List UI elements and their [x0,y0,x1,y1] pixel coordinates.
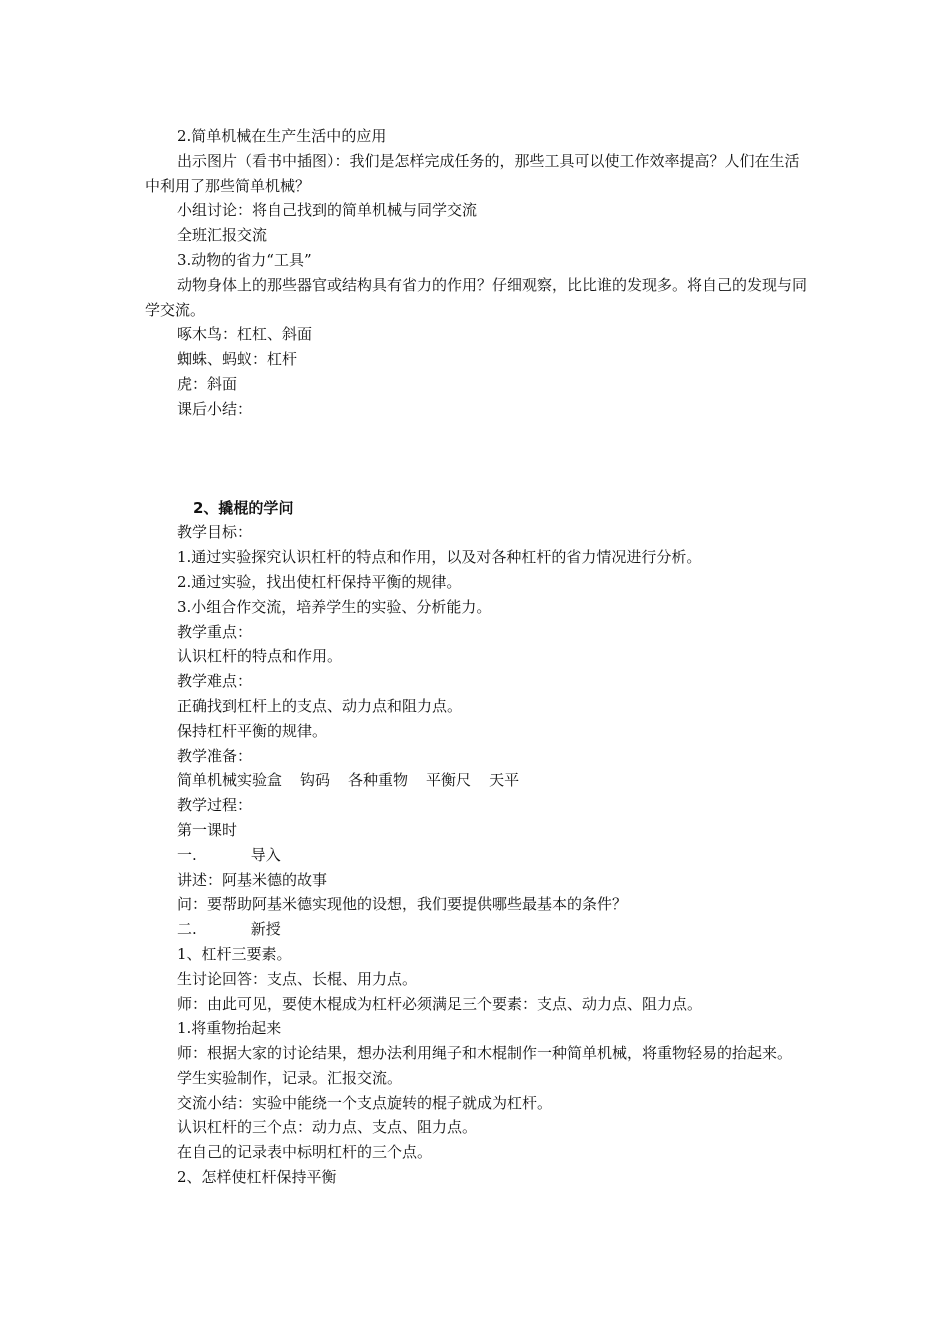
list-item-woodpecker: 啄木鸟：杠杠、斜面 [177,325,313,344]
paragraph-class-report: 全班汇报交流 [177,226,268,245]
content-item: 学生实验制作，记录。汇报交流。 [177,1068,403,1087]
goal-item: 2.通过实验，找出使杠杆保持平衡的规律。 [177,572,462,591]
section-heading-applications: 2.简单机械在生产生活中的应用 [177,127,387,145]
goal-item: 3.小组合作交流，培养学生的实验、分析能力。 [177,597,492,616]
content-item: 2、怎样使杠杆保持平衡 [177,1168,337,1187]
paragraph-story: 讲述：阿基米德的故事 [177,870,328,889]
document-page [145,124,810,1190]
label-teaching-goals: 教学目标： [177,523,253,542]
content-item: 师：由此可见，要使木棍成为杠杆必须满足三个要素：支点、动力点、阻力点。 [177,994,703,1013]
prep-item: 简单机械实验盒 [177,771,283,790]
paragraph-summary: 课后小结： [177,399,253,418]
content-item: 1.将重物抬起来 [177,1019,282,1038]
step-number: 一. [177,845,197,864]
label-process: 教学过程： [177,796,253,815]
paragraph-show-pictures: 出示图片（看书中插图）：我们是怎样完成任务的，那些工具可以使工作效率提高？人们在生活中利用了那些简单机械？ [145,151,800,195]
paragraph-group-discussion: 小组讨论：将自己找到的简单机械与同学交流 [177,201,478,220]
label-difficulties: 教学难点： [177,672,253,691]
content-item: 认识杠杆的三个点：动力点、支点、阻力点。 [177,1118,478,1137]
goal-item: 1.通过实验探究认识杠杆的特点和作用，以及对各种杠杆的省力情况进行分析。 [177,548,702,567]
step-number: 二. [177,920,197,939]
content-item: 交流小结：实验中能绕一个支点旋转的棍子就成为杠杆。 [177,1093,553,1112]
preparation-list [145,768,810,793]
lesson-title: 2、撬棍的学问 [193,498,294,517]
step-title: 导入 [250,845,281,864]
section-heading-animal-tools: 3.动物的省力“工具” [177,250,312,269]
section-spacer [145,422,810,496]
prep-item: 各种重物 [348,771,409,790]
step-new-teaching [145,917,810,942]
difficulty-item: 正确找到杠杆上的支点、动力点和阻力点。 [177,696,463,715]
step-title: 新授 [250,920,281,939]
content-item: 师：根据大家的讨论结果，想办法利用绳子和木棍制作一种简单机械，将重物轻易的抬起来。 [177,1044,793,1063]
paragraph-animal-organs: 动物身体上的那些器官或结构具有省力的作用？仔细观察，比比谁的发现多。将自己的发现与同学交流。 [145,275,808,319]
content-item: 1、杠杆三要素。 [177,944,292,963]
list-item-tiger: 虎：斜面 [177,374,238,393]
step-introduction [145,843,810,868]
paragraph-question: 问：要帮助阿基米德实现他的设想，我们要提供哪些最基本的条件？ [177,895,628,914]
prep-item: 钩码 [300,771,331,790]
prep-item: 天平 [489,771,520,790]
list-item-spider-ant: 蜘蛛、蚂蚁：杠杆 [177,350,298,369]
prep-item: 平衡尺 [426,771,472,790]
difficulty-item: 保持杠杆平衡的规律。 [177,721,328,740]
content-item: 在自己的记录表中标明杠杆的三个点。 [177,1143,433,1162]
label-preparation: 教学准备： [177,746,253,765]
label-key-points: 教学重点： [177,622,253,641]
content-item: 生讨论回答：支点、长棍、用力点。 [177,969,418,988]
lesson-period: 第一课时 [177,820,238,839]
key-point: 认识杠杆的特点和作用。 [177,647,343,666]
